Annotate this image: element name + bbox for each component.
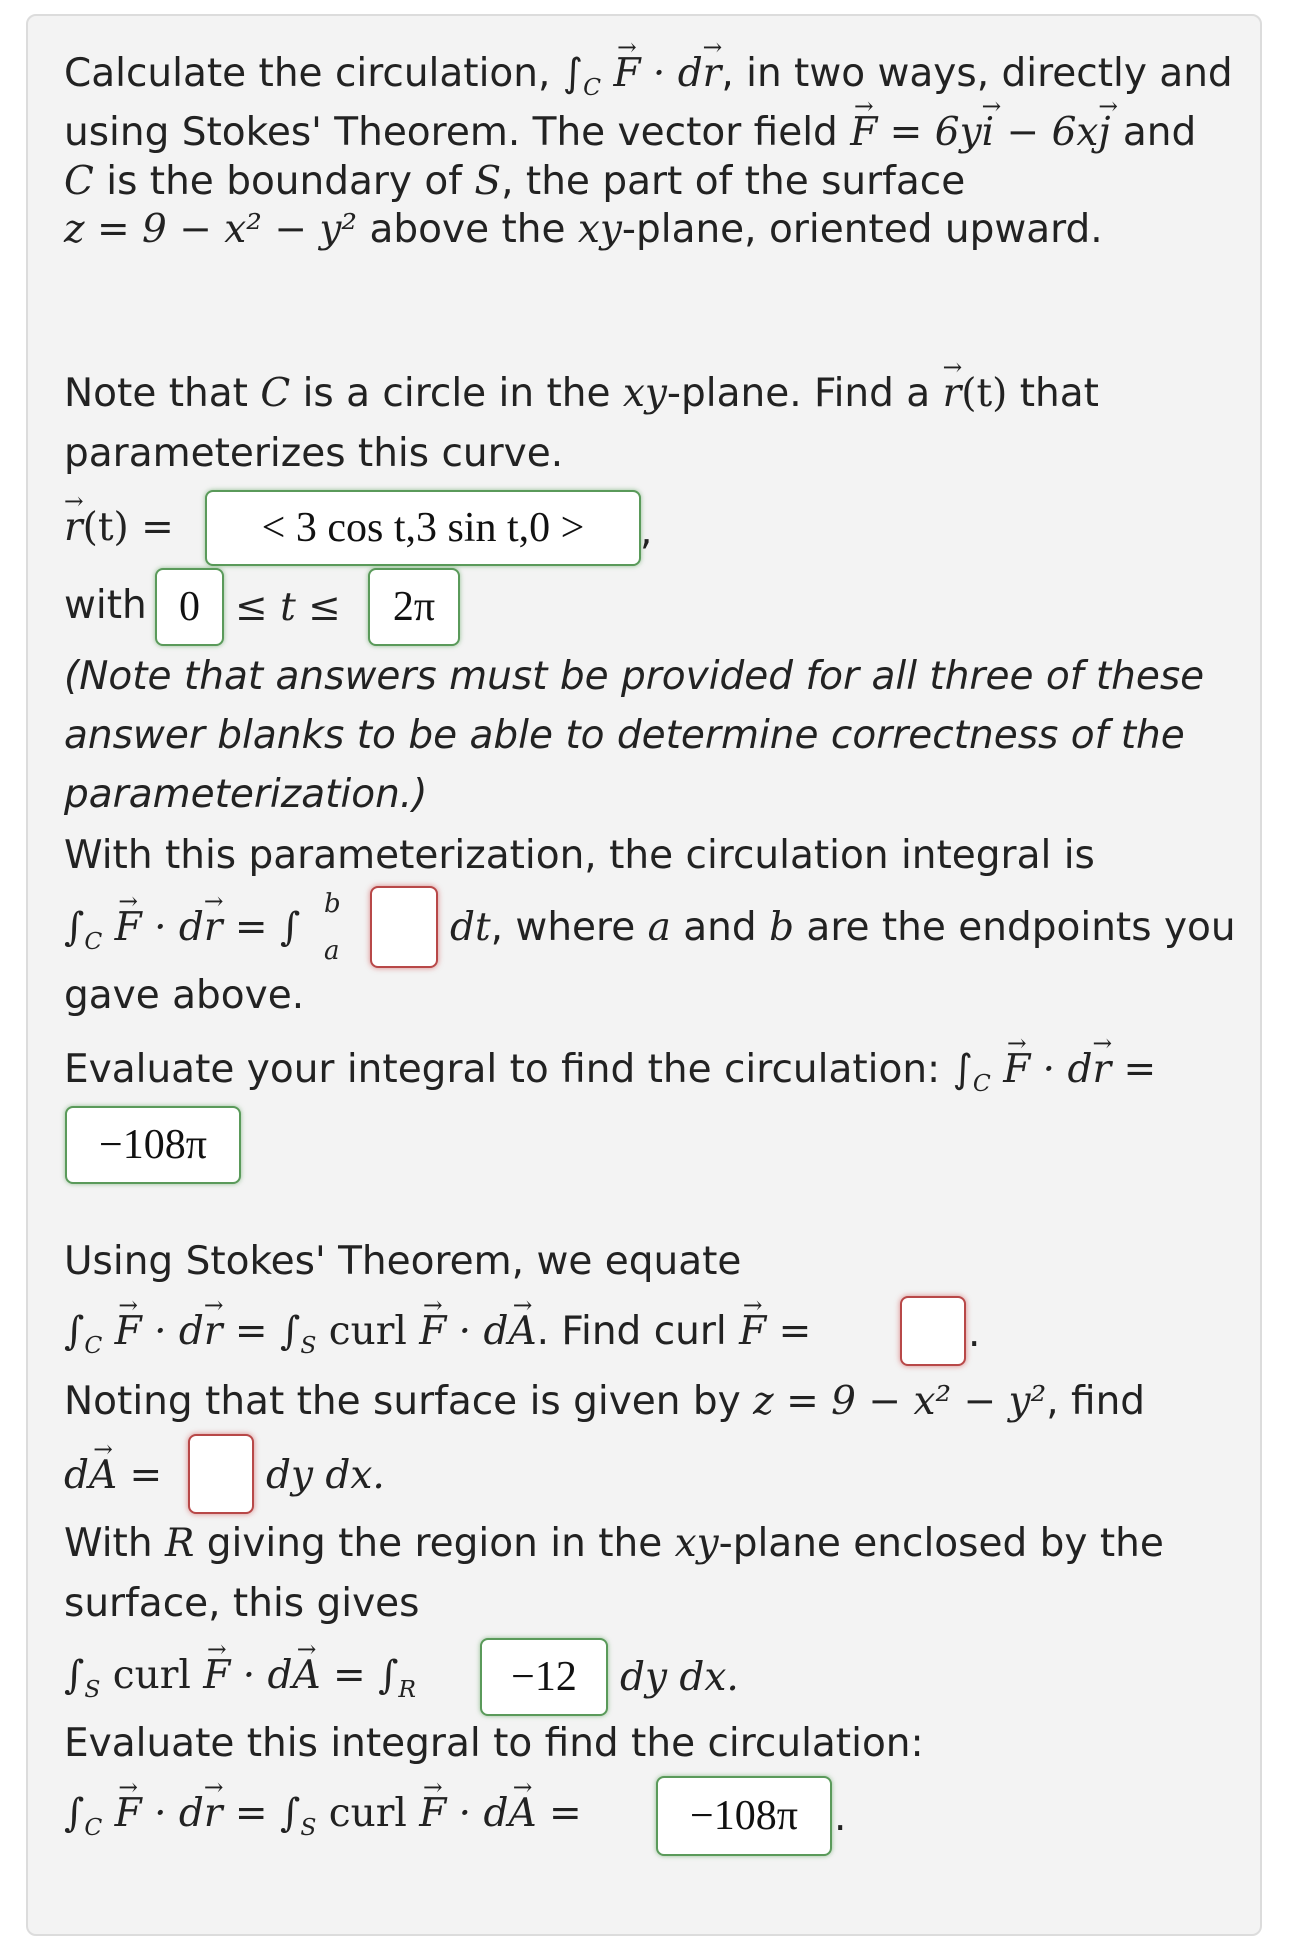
dot-d: · d: [1030, 1047, 1093, 1092]
contour-sub: C: [84, 1812, 103, 1841]
vector-r: → r: [204, 904, 223, 952]
surface-S: S: [474, 159, 502, 204]
note-text: Note that: [64, 371, 261, 416]
contour-sub: C: [84, 926, 103, 955]
vector-r: → r: [703, 50, 722, 98]
contour-sub: C: [84, 1330, 103, 1359]
vector-F: → F: [115, 1308, 142, 1356]
endpoint-b: b: [769, 905, 795, 950]
surface-sub: S: [300, 1330, 317, 1359]
italic-note-2: answer blanks to be able to determine correctness of the: [64, 713, 1185, 758]
circulation-answer-box[interactable]: [65, 1106, 241, 1184]
vector-r: → r: [1092, 1046, 1111, 1094]
intro-line-1: [64, 50, 1233, 111]
equals-integral: = ∫: [320, 1653, 399, 1698]
find-text: . Find curl: [536, 1309, 740, 1354]
italic-note-3: parameterization.): [64, 772, 428, 817]
vector-A: → A: [508, 1790, 536, 1838]
xy-var: xy: [674, 1521, 719, 1566]
surface-equation: z = 9 − x² − y²: [753, 1379, 1047, 1424]
stokes-evaluate: Evaluate this integral to find the circulation:: [64, 1721, 924, 1766]
xy-var: xy: [577, 207, 622, 252]
curve-C: C: [260, 371, 291, 416]
equals: =: [766, 1309, 812, 1354]
equals: =: [536, 1791, 582, 1836]
r-label-rest: (t) =: [82, 505, 174, 550]
note-line: [64, 370, 1099, 418]
dot-d: · d: [230, 1653, 293, 1698]
surface-text: Noting that the surface is given by: [64, 1379, 754, 1424]
final-circulation-answer-box[interactable]: [656, 1776, 832, 1856]
surface-text: , find: [1046, 1379, 1146, 1424]
region-text: -plane enclosed by the: [718, 1521, 1164, 1566]
dot-d: · d: [446, 1309, 509, 1354]
integral-sign: ∫: [64, 1309, 85, 1354]
integral-lower-limit: a: [324, 936, 340, 966]
dot-d: · d: [141, 1309, 204, 1354]
unit-j: → j: [1098, 109, 1110, 157]
curl-text: curl: [100, 1653, 204, 1698]
with-label: with: [64, 583, 147, 628]
flux-integrand-answer-box[interactable]: [480, 1638, 608, 1716]
dA-answer-box[interactable]: [188, 1434, 254, 1514]
integral-intro: With this parameterization, the circulation integral is: [64, 833, 1095, 878]
integral-sign: ∫: [64, 1791, 85, 1836]
contour-sub: C: [583, 72, 602, 101]
integral-upper-limit: b: [324, 889, 341, 919]
italic-note-1: (Note that answers must be provided for all three of these: [64, 654, 1205, 699]
stokes-equation: [64, 1308, 811, 1369]
t-lower-bound-value: 0: [179, 584, 200, 630]
intro-line-2: [64, 109, 1196, 157]
final-period: .: [834, 1795, 847, 1840]
region-sub: R: [398, 1674, 417, 1703]
vector-F: → F: [115, 1790, 142, 1838]
integral-sign: ∫: [64, 905, 85, 950]
region-text: giving the region in the: [194, 1521, 675, 1566]
intro-tail: , in two ways, directly and: [721, 51, 1233, 96]
r-of-t-answer-value: < 3 cos t,3 sin t,0 >: [261, 505, 585, 551]
equals-integral: = ∫: [222, 1309, 301, 1354]
circulation-answer-value: −108π: [99, 1122, 207, 1168]
dot-d: · d: [141, 905, 204, 950]
note-text: that: [1007, 371, 1099, 416]
r-comma: ,: [640, 509, 653, 554]
d-letter: d: [64, 1453, 89, 1498]
note-text: -plane. Find a: [666, 371, 943, 416]
flux-line: [64, 1652, 416, 1713]
integral-line: [64, 904, 300, 965]
intro-tail: and: [1110, 110, 1197, 155]
intro-text: above the: [357, 207, 578, 252]
equals: =: [117, 1453, 163, 1498]
intro-text: is the boundary of: [93, 159, 475, 204]
vector-r: → r: [943, 370, 962, 418]
equals: =: [1111, 1047, 1157, 1092]
t-upper-bound-value: 2π: [392, 584, 436, 630]
dt: dt: [450, 905, 491, 950]
flux-integrand-answer-value: −12: [511, 1654, 577, 1700]
stokes-intro: Using Stokes' Theorem, we equate: [64, 1239, 742, 1284]
integral-sign: ∫: [64, 1653, 85, 1698]
vector-r: → r: [204, 1790, 223, 1838]
intro-text: Calculate the circulation, ∫: [64, 51, 584, 96]
param-line: parameterizes this curve.: [64, 431, 564, 476]
curl-period: .: [968, 1311, 981, 1356]
field-expr: − 6x: [994, 110, 1099, 155]
curl-answer-box[interactable]: [900, 1296, 966, 1366]
vector-A: → A: [508, 1308, 536, 1356]
equals-integral: = ∫: [222, 905, 301, 950]
intro-line-3: [64, 158, 965, 206]
curl-text: curl: [316, 1791, 420, 1836]
note-text: is a circle in the: [290, 371, 623, 416]
vector-A: → A: [292, 1652, 320, 1700]
final-circulation-answer-value: −108π: [690, 1793, 798, 1839]
dot-d: · d: [446, 1791, 509, 1836]
vector-F: → F: [850, 109, 877, 157]
vector-F: → F: [419, 1308, 446, 1356]
endpoint-a: a: [647, 905, 671, 950]
curl-text: curl: [316, 1309, 420, 1354]
intro-line-4: [64, 206, 1103, 254]
r-of-t-answer-box[interactable]: [205, 490, 641, 566]
gave-above: gave above.: [64, 973, 305, 1018]
t-lower-bound-box[interactable]: [155, 568, 224, 646]
vector-F: → F: [419, 1790, 446, 1838]
intro-text: , the part of the surface: [501, 159, 966, 204]
dot-d: · d: [141, 1791, 204, 1836]
t-arg: (t): [961, 371, 1008, 416]
evaluate-line: [64, 1046, 1156, 1107]
evaluate-text: Evaluate your integral to find the circulation: ∫: [64, 1047, 973, 1092]
vector-F: → F: [613, 50, 640, 98]
vector-A: → A: [89, 1452, 117, 1500]
dA-tail: dy dx.: [266, 1453, 385, 1498]
integrand-answer-box[interactable]: [370, 886, 438, 968]
surface-sub: S: [300, 1812, 317, 1841]
intro-text: -plane, oriented upward.: [621, 207, 1103, 252]
vector-F: → F: [115, 904, 142, 952]
region-line: [64, 1520, 1164, 1568]
tail-text: , where: [490, 905, 648, 950]
tail-text: and: [670, 905, 770, 950]
contour-sub: C: [972, 1068, 991, 1097]
vector-r: → r: [204, 1308, 223, 1356]
tail-text: are the endpoints you: [794, 905, 1236, 950]
flux-tail: dy dx.: [620, 1655, 739, 1700]
dA-label: [64, 1452, 162, 1500]
surface-gives: surface, this gives: [64, 1581, 420, 1626]
final-line: [64, 1790, 582, 1851]
intro-text: using Stokes' Theorem. The vector field: [64, 110, 851, 155]
vector-r: → r: [64, 504, 83, 552]
dot-d: · d: [640, 51, 703, 96]
vector-F: → F: [739, 1308, 766, 1356]
surface-equation: z = 9 − x² − y²: [64, 207, 358, 252]
equals-integral: = ∫: [222, 1791, 301, 1836]
r-of-t-label: [64, 504, 174, 552]
unit-i: → i: [982, 109, 994, 157]
region-R: R: [164, 1521, 195, 1566]
curve-C: C: [64, 159, 94, 204]
t-upper-bound-box[interactable]: [368, 568, 460, 646]
vector-F: → F: [1003, 1046, 1030, 1094]
vector-F: → F: [203, 1652, 230, 1700]
region-text: With: [64, 1521, 165, 1566]
inequality: ≤ t ≤: [235, 585, 341, 630]
surface-sub: S: [84, 1674, 101, 1703]
integral-tail: [450, 904, 1236, 952]
surface-line: [64, 1378, 1145, 1426]
xy-var: xy: [622, 371, 667, 416]
field-expr: = 6y: [877, 110, 982, 155]
